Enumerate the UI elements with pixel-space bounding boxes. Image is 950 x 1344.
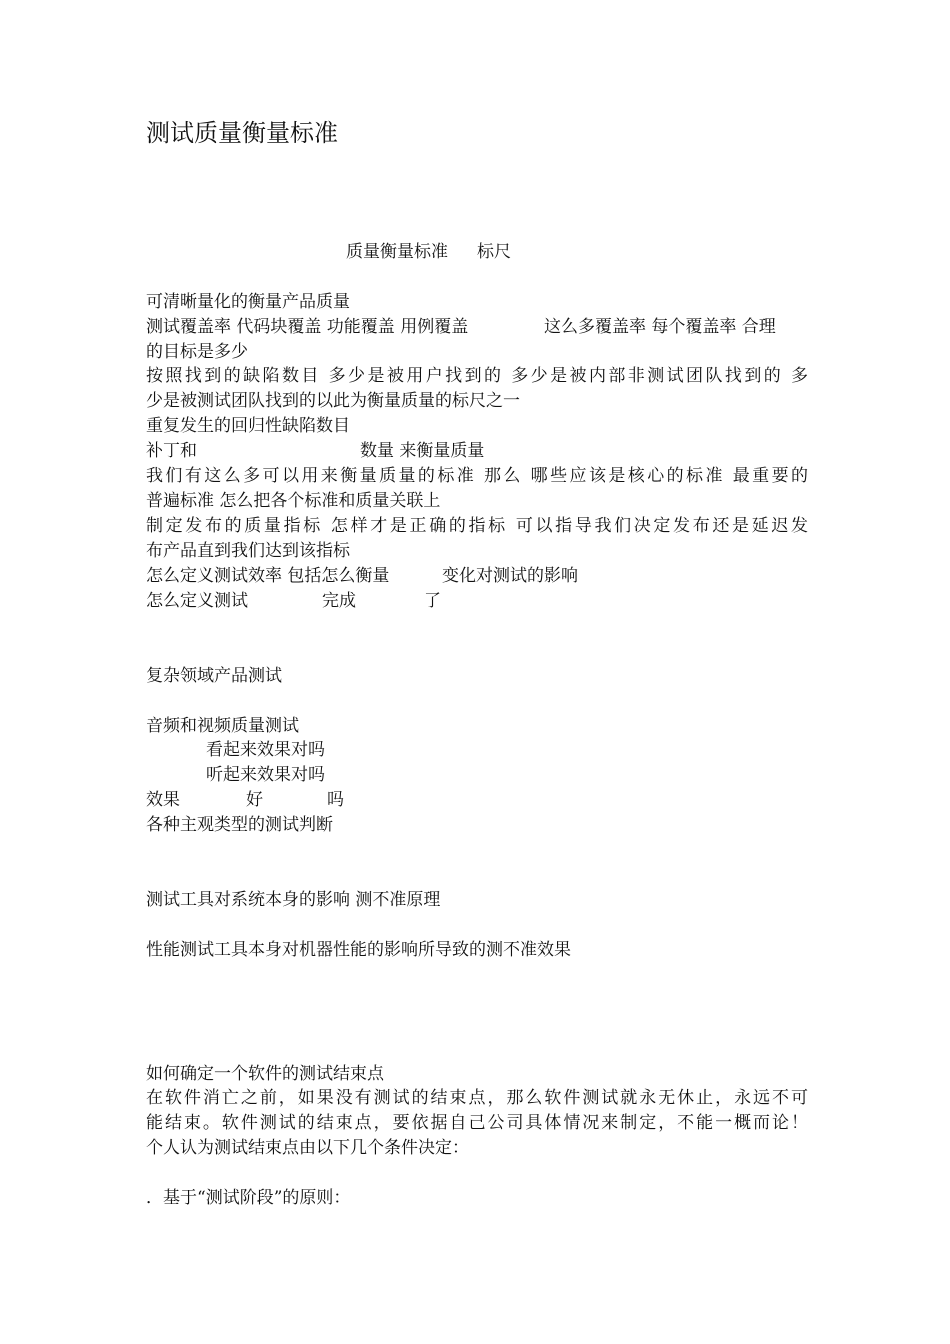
subtitle-main: 质量衡量标准 (346, 242, 448, 262)
endpoint-para-line-3: 个人认为测试结束点由以下几个条件决定： (146, 1138, 469, 1158)
done-b: 完成 (322, 591, 356, 611)
endpoint-para-line-2: 能结束。软件测试的结束点，要依据自己公司具体情况来制定，不能一概而论！ (146, 1113, 808, 1133)
patch-left: 补丁和 (146, 441, 197, 461)
coverage-continuation: 的目标是多少 (146, 342, 248, 362)
quality-heading: 可清晰量化的衡量产品质量 (146, 292, 350, 312)
document-title: 测试质量衡量标准 (146, 119, 338, 147)
defects-line-2: 少是被测试团队找到的以此为衡量质量的标尺之一 (146, 391, 520, 411)
av-sounds: 听起来效果对吗 (206, 765, 325, 785)
subtitle-tail: 标尺 (477, 242, 511, 262)
patch-right: 数量 来衡量质量 (360, 441, 485, 461)
efficiency-right: 变化对测试的影响 (442, 566, 578, 586)
efficiency-left: 怎么定义测试效率 包括怎么衡量 (146, 566, 390, 586)
release-line-1: 制定发布的质量指标 怎样才是正确的指标 可以指导我们决定发布还是延迟发 (146, 516, 808, 536)
release-line-2: 布产品直到我们达到该指标 (146, 541, 350, 561)
effect-a: 效果 (146, 790, 180, 810)
av-looks: 看起来效果对吗 (206, 740, 325, 760)
subjective-line: 各种主观类型的测试判断 (146, 815, 333, 835)
coverage-left: 测试覆盖率 代码块覆盖 功能覆盖 用例覆盖 (146, 317, 469, 337)
perf-tools-line: 性能测试工具本身对机器性能的影响所导致的测不准效果 (146, 940, 571, 960)
coverage-right: 这么多覆盖率 每个覆盖率 合理 (544, 317, 776, 337)
core-line-1: 我们有这么多可以用来衡量质量的标准 那么 哪些应该是核心的标准 最重要的 (146, 466, 808, 486)
effect-c: 吗 (327, 790, 344, 810)
core-line-2: 普遍标准 怎么把各个标准和质量关联上 (146, 491, 441, 511)
defects-line-1: 按照找到的缺陷数目 多少是被用户找到的 多少是被内部非测试团队找到的 多 (146, 366, 808, 386)
tools-heading: 测试工具对系统本身的影响 测不准原理 (146, 890, 441, 910)
effect-b: 好 (246, 790, 263, 810)
endpoint-para-line-1: 在软件消亡之前，如果没有测试的结束点，那么软件测试就永无休止，永远不可 (146, 1088, 808, 1108)
regression-line: 重复发生的回归性缺陷数目 (146, 416, 350, 436)
complex-domain-heading: 复杂领域产品测试 (146, 666, 282, 686)
av-heading: 音频和视频质量测试 (146, 716, 299, 736)
endpoint-heading: 如何确定一个软件的测试结束点 (146, 1064, 384, 1084)
done-c: 了 (424, 591, 441, 611)
done-a: 怎么定义测试 (146, 591, 248, 611)
list-item-test-phase: ．基于“测试阶段”的原则： (146, 1188, 351, 1208)
